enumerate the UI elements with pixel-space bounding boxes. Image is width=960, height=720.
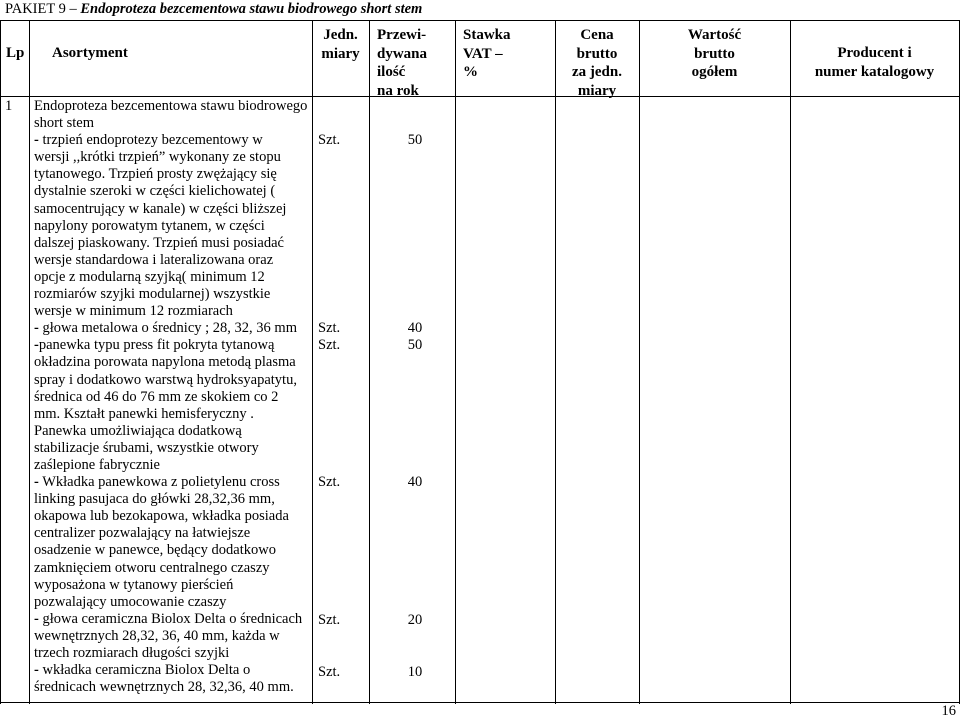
bullet-dash: - xyxy=(34,320,39,337)
description-line: napylony porowatym tytanem, w części xyxy=(34,217,265,234)
description-line: -panewka typu press fit pokryta tytanową xyxy=(34,337,275,354)
item-qty: 40 xyxy=(407,320,423,336)
description-line: trzech rozmiarach długości szyjki xyxy=(34,645,230,661)
item-unit: Szt. xyxy=(318,132,341,148)
description-line: short stem xyxy=(34,115,95,132)
description-line: dalszej piaskowany. Trzpień musi posiadać xyxy=(34,234,284,251)
item-unit: Szt. xyxy=(318,612,341,628)
description-line: wewnętrznych 28,32, 36, 40 mm, każda w xyxy=(34,627,280,644)
description-line: stabilizacje śrubami, wszystkie otwory xyxy=(34,439,259,456)
row-description xyxy=(34,98,319,696)
table-top-border xyxy=(0,20,960,21)
header-producer: Producent i numer katalogowy xyxy=(814,45,935,80)
description-line: zamknięciem otworu centralnego czaszy xyxy=(34,559,270,576)
description-line: centralizer pozwalający na łatwiejsze xyxy=(34,525,251,542)
item-unit: Szt. xyxy=(318,337,341,353)
item-unit: Szt. xyxy=(318,474,341,490)
description-line: opcje z modularną szyjką( minimum 12 xyxy=(34,268,265,285)
description-line: rozmiarów szyjki modularnej) wszystkie xyxy=(34,286,271,303)
description-line: Panewka umożliwiająca dodatkową xyxy=(34,422,242,439)
col-border-3 xyxy=(369,20,370,704)
description-line: - głowa metalowa o średnicy ; 28, 32, 36 mm xyxy=(34,320,297,337)
description-line: wyposażona w tytanowy pierścień xyxy=(34,576,234,593)
description-line: spray i dodatkowo warstwą hydroksyapatytu, xyxy=(34,371,297,388)
bullet-dash: - xyxy=(34,337,39,354)
description-line: Endoproteza bezcementowa stawu biodrowego xyxy=(34,98,308,114)
item-qty: 40 xyxy=(407,474,423,490)
document-title xyxy=(5,0,422,20)
description-line: tytanowego. Trzpień prosty zwężający się xyxy=(34,166,277,183)
header-unit: Jedn. miary xyxy=(321,27,360,62)
header-bottom-border xyxy=(0,96,960,97)
description-line: okładzina porowata napylona metodą plasma xyxy=(34,354,296,371)
bullet-dash: - xyxy=(34,610,39,627)
description-line: - Wkładka panewkowa z polietylenu cross xyxy=(34,474,280,491)
item-qty: 20 xyxy=(407,612,423,628)
header-lp: Lp xyxy=(6,45,25,61)
description-line: wersji ,,krótki trzpień” wykonany ze stopu xyxy=(34,149,281,166)
col-border-7 xyxy=(790,20,791,704)
description-line: - wkładka ceramiczna Biolox Delta o xyxy=(34,662,251,679)
description-line: średnicach wewnętrznych 28, 32,36, 40 mm. xyxy=(34,679,294,696)
header-assortment: Asortyment xyxy=(52,45,128,61)
header-qty: Przewi- dywana ilość na rok xyxy=(377,27,428,99)
item-unit: Szt. xyxy=(318,664,341,680)
col-border-5 xyxy=(555,20,556,704)
description-line: wersje w minimum 12 rozmiarach xyxy=(34,303,233,320)
bullet-dash: - xyxy=(34,132,39,149)
package-label: PAKIET 9 – xyxy=(5,1,77,17)
description-line: wersje standardowa i lateralizowana oraz xyxy=(34,251,274,268)
table-bottom-border xyxy=(0,702,960,703)
item-qty: 50 xyxy=(407,132,423,148)
description-line: dystalnie szeroki w części kielichowatej ( xyxy=(34,183,276,200)
col-border-6 xyxy=(639,20,640,704)
col-border-1 xyxy=(29,20,30,704)
description-line: - głowa ceramiczna Biolox Delta o średnicach xyxy=(34,610,303,627)
row-lp: 1 xyxy=(5,98,13,114)
bullet-dash: - xyxy=(34,662,39,679)
header-price: Cena brutto za jedn. miary xyxy=(572,27,622,99)
col-border-0 xyxy=(0,20,1,704)
description-line: samocentrujący w kanale) w części bliższej xyxy=(34,200,287,217)
col-border-4 xyxy=(455,20,456,704)
description-line: mm. Kształt panewki hemisferyczny . xyxy=(34,405,254,422)
item-qty: 50 xyxy=(407,337,423,353)
description-line: pozwalający umocowanie czaszy xyxy=(34,593,227,610)
package-title: Endoproteza bezcementowa stawu biodrowego short stem xyxy=(80,1,423,17)
header-vat: Stawka VAT – % xyxy=(463,27,511,80)
item-unit: Szt. xyxy=(318,320,341,336)
description-line: - trzpień endoprotezy bezcementowy w xyxy=(34,132,263,149)
item-qty: 10 xyxy=(407,664,423,680)
description-line: linking pasujaca do główki 28,32,36 mm, xyxy=(34,491,275,508)
description-line: osadzenie w panewce, będący dodatkowo xyxy=(34,542,276,559)
description-line: średnica od 46 do 76 mm ze skokiem co 2 xyxy=(34,388,279,405)
header-value: Wartość brutto ogółem xyxy=(687,27,742,80)
description-line: zaślepione fabrycznie xyxy=(34,456,160,473)
bullet-dash: - xyxy=(34,474,39,491)
page-number: 16 xyxy=(941,703,956,719)
description-line: okapowa lub bezokapowa, wkładka posiada xyxy=(34,508,289,525)
